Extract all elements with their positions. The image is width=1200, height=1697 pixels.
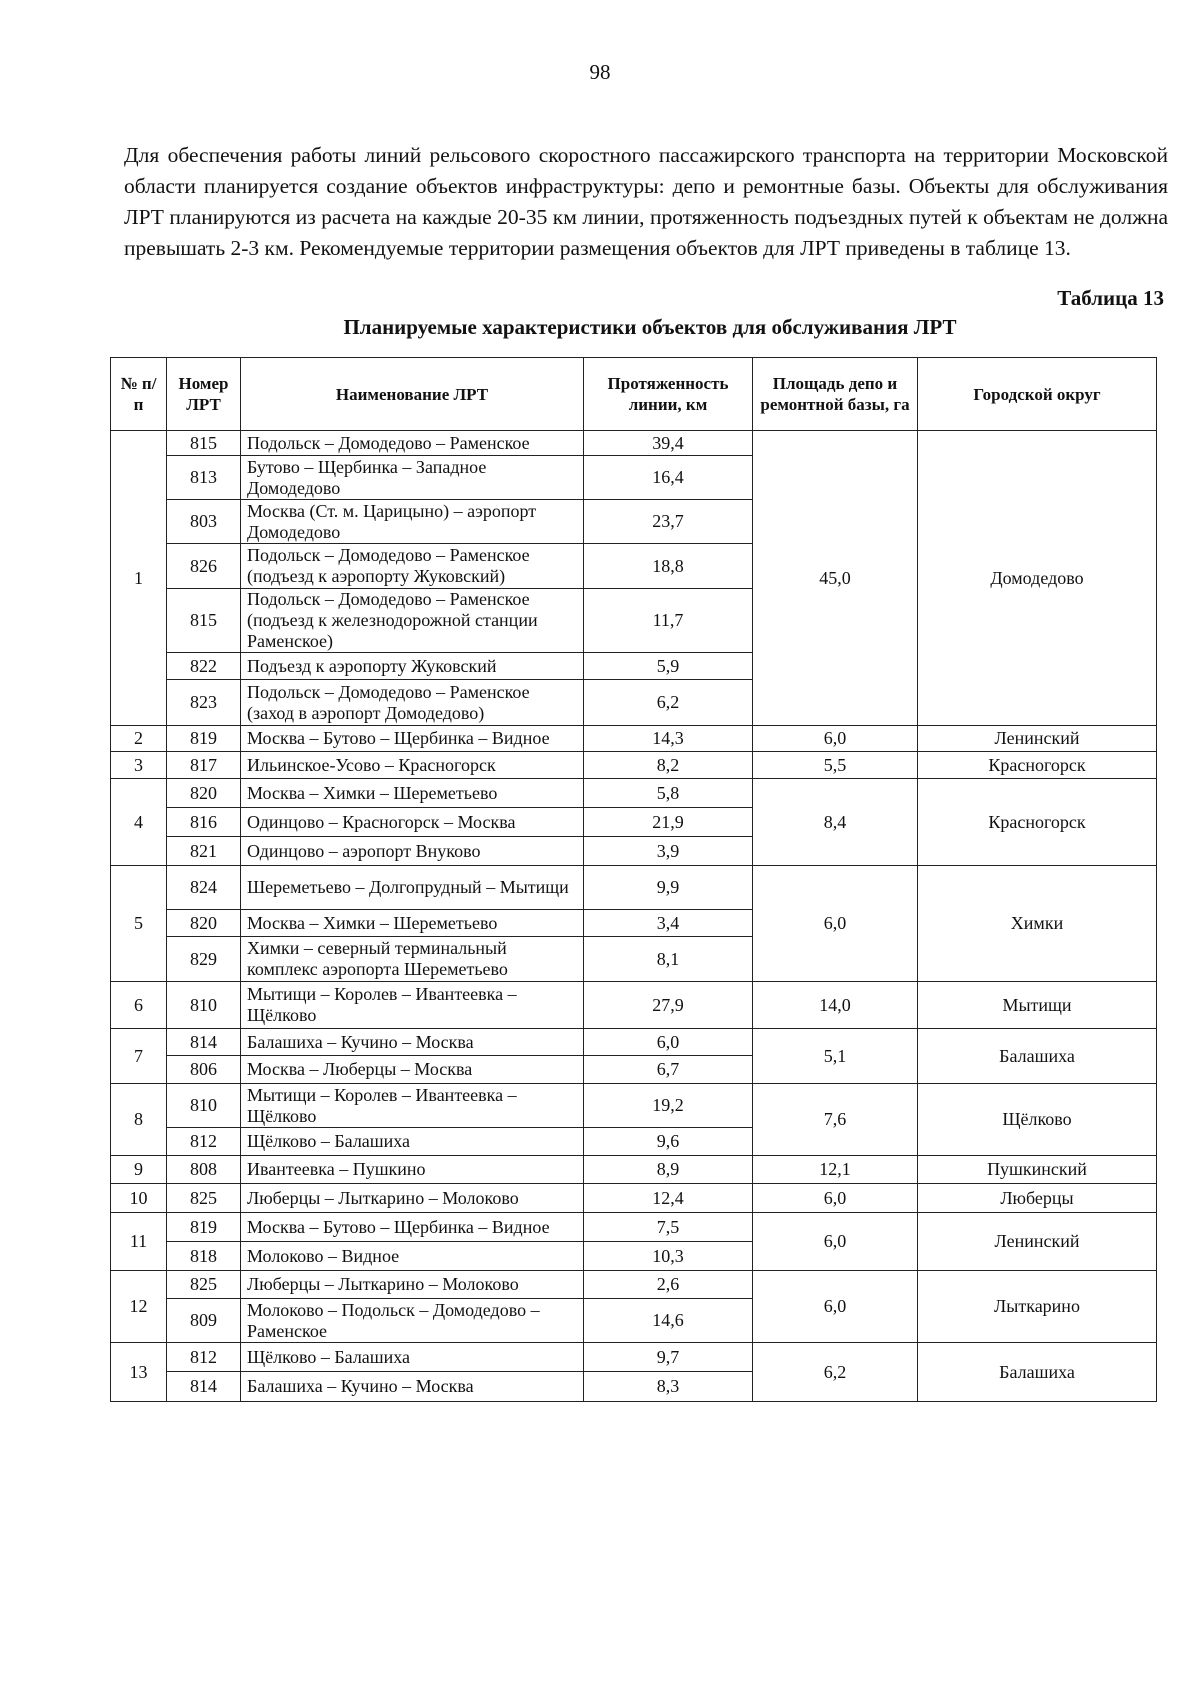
table-row: [111, 1084, 1157, 1128]
header-length: Протяженность линии, км: [584, 358, 753, 431]
length-cell: 39,4: [584, 431, 753, 456]
length-cell: 9,9: [584, 866, 753, 910]
district-cell: Балашиха: [918, 1029, 1157, 1084]
depot-area-cell: 12,1: [753, 1156, 918, 1184]
district-cell: Люберцы: [918, 1184, 1157, 1213]
lrt-name-cell: Москва – Химки – Шереметьево: [241, 779, 584, 808]
table-label: Таблица 13: [1057, 286, 1164, 310]
length-cell: 14,6: [584, 1299, 753, 1343]
length-cell: 21,9: [584, 808, 753, 837]
lrt-number-cell: 812: [167, 1343, 241, 1372]
lrt-name-cell: Москва – Люберцы – Москва: [241, 1056, 584, 1084]
lrt-number-cell: 821: [167, 837, 241, 866]
depot-area-cell: 14,0: [753, 982, 918, 1029]
lrt-name-cell: Ильинское-Усово – Красногорск: [241, 752, 584, 779]
depot-area-cell: 5,5: [753, 752, 918, 779]
depot-area-cell: 5,1: [753, 1029, 918, 1084]
lrt-name-cell: Москва – Химки – Шереметьево: [241, 910, 584, 937]
lrt-number-cell: 810: [167, 982, 241, 1029]
lrt-name-cell: Подольск – Домодедово – Раменское (заход в аэропорт Домодедово): [241, 680, 584, 726]
lrt-number-cell: 819: [167, 726, 241, 752]
lrt-name-cell: Одинцово – аэропорт Внуково: [241, 837, 584, 866]
lrt-number-cell: 826: [167, 544, 241, 589]
lrt-name-cell: Москва – Бутово – Щербинка – Видное: [241, 726, 584, 752]
lrt-number-cell: 829: [167, 937, 241, 982]
length-cell: 6,0: [584, 1029, 753, 1056]
district-cell: Лыткарино: [918, 1271, 1157, 1343]
depot-area-cell: 6,2: [753, 1343, 918, 1402]
length-cell: 3,4: [584, 910, 753, 937]
length-cell: 7,5: [584, 1213, 753, 1242]
lrt-number-cell: 813: [167, 456, 241, 500]
lrt-name-cell: Ивантеевка – Пушкино: [241, 1156, 584, 1184]
lrt-number-cell: 819: [167, 1213, 241, 1242]
group-number-cell: 8: [111, 1084, 167, 1156]
district-cell: Красногорск: [918, 779, 1157, 866]
lrt-number-cell: 806: [167, 1056, 241, 1084]
lrt-number-cell: 803: [167, 500, 241, 544]
table-row: [111, 1184, 1157, 1213]
lrt-name-cell: Люберцы – Лыткарино – Молоково: [241, 1271, 584, 1299]
length-cell: 27,9: [584, 982, 753, 1029]
length-cell: 11,7: [584, 589, 753, 653]
length-cell: 5,9: [584, 653, 753, 680]
lrt-name-cell: Подъезд к аэропорту Жуковский: [241, 653, 584, 680]
district-cell: Пушкинский: [918, 1156, 1157, 1184]
depot-area-cell: 45,0: [753, 431, 918, 726]
table-row: [111, 982, 1157, 1029]
lrt-name-cell: Балашиха – Кучино – Москва: [241, 1029, 584, 1056]
length-cell: 8,2: [584, 752, 753, 779]
header-area: Площадь депо и ремонтной базы, га: [753, 358, 918, 431]
group-number-cell: 11: [111, 1213, 167, 1271]
table-row: [111, 866, 1157, 910]
length-cell: 12,4: [584, 1184, 753, 1213]
intro-paragraph: Для обеспечения работы линий рельсового скоростного пассажирского транспорта на территории Московской области планируется создание объектов инфраструктуры: депо и ремонтные базы. Объекты для обслуживания ЛРТ планируются из расчета на каждые 20-35 км линии, протяженность подъездных путей к объектам не должна превышать 2-3 км. Рекомендуемые территории размещения объектов для ЛРТ приведены в таблице 13.: [124, 142, 1168, 260]
lrt-number-cell: 810: [167, 1084, 241, 1128]
length-cell: 3,9: [584, 837, 753, 866]
lrt-number-cell: 815: [167, 589, 241, 653]
table-row: [111, 1029, 1157, 1056]
page-number: 98: [589, 60, 611, 84]
table-row: [111, 779, 1157, 808]
lrt-name-cell: Подольск – Домодедово – Раменское (подъезд к железнодорожной станции Раменское): [241, 589, 584, 653]
lrt-number-cell: 809: [167, 1299, 241, 1343]
length-cell: 16,4: [584, 456, 753, 500]
table-row: [111, 1271, 1157, 1299]
length-cell: 23,7: [584, 500, 753, 544]
group-number-cell: 7: [111, 1029, 167, 1084]
header-num: № п/п: [111, 358, 167, 431]
lrt-name-cell: Молоково – Подольск – Домодедово – Раменское: [241, 1299, 584, 1343]
length-cell: 8,3: [584, 1372, 753, 1402]
lrt-number-cell: 820: [167, 910, 241, 937]
table-row: [111, 1343, 1157, 1372]
lrt-name-cell: Мытищи – Королев – Ивантеевка – Щёлково: [241, 982, 584, 1029]
table-header-row: [111, 358, 1157, 431]
group-number-cell: 10: [111, 1184, 167, 1213]
district-cell: Щёлково: [918, 1084, 1157, 1156]
table-row: [111, 1213, 1157, 1242]
lrt-name-cell: Подольск – Домодедово – Раменское (подъезд к аэропорту Жуковский): [241, 544, 584, 589]
lrt-name-cell: Балашиха – Кучино – Москва: [241, 1372, 584, 1402]
header-lrt-number: Номер ЛРТ: [167, 358, 241, 431]
lrt-number-cell: 812: [167, 1128, 241, 1156]
lrt-number-cell: 815: [167, 431, 241, 456]
lrt-facilities-table: [110, 357, 1157, 1402]
district-cell: Мытищи: [918, 982, 1157, 1029]
lrt-name-cell: Щёлково – Балашиха: [241, 1343, 584, 1372]
district-cell: Красногорск: [918, 752, 1157, 779]
table-title: Планируемые характеристики объектов для обслуживания ЛРТ: [343, 315, 957, 339]
district-cell: Домодедово: [918, 431, 1157, 726]
lrt-name-cell: Одинцово – Красногорск – Москва: [241, 808, 584, 837]
lrt-name-cell: Бутово – Щербинка – Западное Домодедово: [241, 456, 584, 500]
lrt-name-cell: Люберцы – Лыткарино – Молоково: [241, 1184, 584, 1213]
length-cell: 2,6: [584, 1271, 753, 1299]
lrt-name-cell: Химки – северный терминальный комплекс аэропорта Шереметьево: [241, 937, 584, 982]
lrt-number-cell: 817: [167, 752, 241, 779]
lrt-number-cell: 825: [167, 1184, 241, 1213]
lrt-name-cell: Мытищи – Королев – Ивантеевка – Щёлково: [241, 1084, 584, 1128]
table-row: [111, 752, 1157, 779]
lrt-number-cell: 814: [167, 1372, 241, 1402]
depot-area-cell: 6,0: [753, 1213, 918, 1271]
district-cell: Балашиха: [918, 1343, 1157, 1402]
length-cell: 8,1: [584, 937, 753, 982]
length-cell: 6,2: [584, 680, 753, 726]
length-cell: 6,7: [584, 1056, 753, 1084]
depot-area-cell: 7,6: [753, 1084, 918, 1156]
table-row: [111, 726, 1157, 752]
length-cell: 19,2: [584, 1084, 753, 1128]
table-row: [111, 1156, 1157, 1184]
depot-area-cell: 8,4: [753, 779, 918, 866]
group-number-cell: 6: [111, 982, 167, 1029]
depot-area-cell: 6,0: [753, 1184, 918, 1213]
lrt-name-cell: Щёлково – Балашиха: [241, 1128, 584, 1156]
length-cell: 18,8: [584, 544, 753, 589]
length-cell: 14,3: [584, 726, 753, 752]
length-cell: 5,8: [584, 779, 753, 808]
group-number-cell: 4: [111, 779, 167, 866]
lrt-number-cell: 822: [167, 653, 241, 680]
length-cell: 10,3: [584, 1242, 753, 1271]
group-number-cell: 13: [111, 1343, 167, 1402]
group-number-cell: 12: [111, 1271, 167, 1343]
length-cell: 9,7: [584, 1343, 753, 1372]
district-cell: Химки: [918, 866, 1157, 982]
table-body: [111, 431, 1157, 1402]
group-number-cell: 3: [111, 752, 167, 779]
lrt-number-cell: 808: [167, 1156, 241, 1184]
lrt-number-cell: 816: [167, 808, 241, 837]
lrt-name-cell: Шереметьево – Долгопрудный – Мытищи: [241, 866, 584, 910]
lrt-name-cell: Москва – Бутово – Щербинка – Видное: [241, 1213, 584, 1242]
group-number-cell: 2: [111, 726, 167, 752]
lrt-name-cell: Москва (Ст. м. Царицыно) – аэропорт Домодедово: [241, 500, 584, 544]
group-number-cell: 9: [111, 1156, 167, 1184]
group-number-cell: 1: [111, 431, 167, 726]
lrt-number-cell: 820: [167, 779, 241, 808]
lrt-number-cell: 814: [167, 1029, 241, 1056]
lrt-number-cell: 825: [167, 1271, 241, 1299]
length-cell: 8,9: [584, 1156, 753, 1184]
lrt-number-cell: 818: [167, 1242, 241, 1271]
lrt-number-cell: 823: [167, 680, 241, 726]
district-cell: Ленинский: [918, 1213, 1157, 1271]
header-district: Городской округ: [918, 358, 1157, 431]
table-row: [111, 431, 1157, 456]
depot-area-cell: 6,0: [753, 866, 918, 982]
depot-area-cell: 6,0: [753, 726, 918, 752]
lrt-name-cell: Молоково – Видное: [241, 1242, 584, 1271]
district-cell: Ленинский: [918, 726, 1157, 752]
group-number-cell: 5: [111, 866, 167, 982]
length-cell: 9,6: [584, 1128, 753, 1156]
depot-area-cell: 6,0: [753, 1271, 918, 1343]
lrt-name-cell: Подольск – Домодедово – Раменское: [241, 431, 584, 456]
header-lrt-name: Наименование ЛРТ: [241, 358, 584, 431]
lrt-number-cell: 824: [167, 866, 241, 910]
